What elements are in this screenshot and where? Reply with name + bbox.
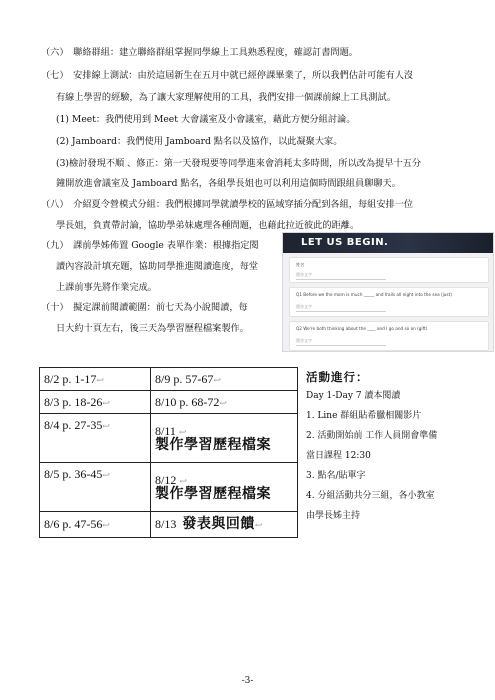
form-banner-text: LET US BEGIN. (301, 237, 389, 248)
section-9-line-3: 上課前事先將作業完成。 (56, 282, 158, 293)
form-card-q1 (289, 287, 489, 317)
section-9-line-2: 讀內容設計填充題，協助同學推進閱讀進度，每堂 (56, 261, 259, 272)
form-card-answer-line (296, 311, 386, 312)
google-form-screenshot (282, 232, 494, 352)
schedule-activity: 製作學習歷程檔案 (155, 486, 271, 502)
form-card-question: Q2 We're both thinking about the ____ and I go and so on (gift) (296, 326, 428, 331)
section-10-line-1: （十） 擬定課前閱讀範圍：前七天為小說閱讀，每 (41, 302, 248, 313)
activity-line: 由學長姊主持 (306, 511, 361, 521)
reading-schedule-table (39, 367, 298, 538)
form-card-name (289, 257, 489, 283)
activity-line: Day 1-Day 7 讀本閱讀 (306, 391, 401, 401)
schedule-cell: 8/3 p. 18-26↩ (40, 391, 151, 414)
form-card-q2 (289, 321, 489, 351)
schedule-cell: 8/13 發表與回饋↩ (151, 512, 298, 538)
schedule-cell: 8/10 p. 68-72↩ (151, 391, 298, 414)
section-8-line-2: 學長姐，負責帶討論，協助學弟妹處理各種問題，也藉此拉近彼此的距離。 (56, 220, 360, 231)
form-card-answer-line (296, 345, 386, 346)
activity-title: 活動進行： (306, 370, 369, 384)
form-banner (283, 233, 493, 253)
section-7-line-1: （七） 安排線上測試：由於這屆新生在五月中就已經停課畢業了，所以我們估計可能有人沒 (41, 70, 414, 81)
form-card-answer: 簡答文字 (296, 304, 312, 309)
schedule-cell: 8/6 p. 47-56↩ (40, 512, 151, 538)
form-card-question: 姓名 (296, 262, 305, 267)
table-row (40, 368, 298, 391)
section-7-line-2: 有線上學習的經驗，為了讓大家理解使用的工具，我們安排一個課前線上工具測試。 (56, 92, 396, 103)
form-card-question: Q1 Before we the morn is much _____ and frails all night into the sea (just) (296, 292, 452, 297)
schedule-cell: 8/2 p. 1-17↩ (40, 368, 151, 391)
schedule-cell: 8/12 ↩ 製作學習歷程檔案 (151, 463, 298, 512)
schedule-activity: 製作學習歷程檔案 (155, 437, 271, 453)
table-row (40, 512, 298, 538)
page-number: -3- (241, 676, 254, 686)
section-9-line-1: （九） 課前學姊佈置 Google 表單作業：根據指定閱 (41, 240, 259, 251)
section-6: （六） 聯絡群組：建立聯絡群組掌握同學線上工具熟悉程度，確認訂書問題。 (41, 47, 358, 58)
schedule-cell: 8/11 ↩ 製作學習歷程檔案 (151, 414, 298, 463)
table-row (40, 463, 298, 512)
schedule-cell: 8/4 p. 27-35↩ (40, 414, 151, 463)
activity-line: 3. 點名/貼單字 (306, 471, 366, 481)
form-card-answer: 簡答文字 (296, 272, 312, 277)
table-row (40, 391, 298, 414)
form-card-answer-line (296, 279, 386, 280)
section-10-line-2: 日大約十頁左右，後三天為學習歷程檔案製作。 (56, 323, 249, 334)
schedule-cell: 8/5 p. 36-45↩ (40, 463, 151, 512)
section-7-review-line-2: 鐘開放進會議室及 Jamboard 點名，各組學長姐也可以利用這個時間跟組員聊聊天。 (56, 178, 401, 189)
activity-line: 2. 活動開始前 工作人員開會準備 (306, 431, 438, 441)
section-7-review-line-1: (3)檢討發現不順 、修正：第一天發現要等同學進來會消耗太多時間，所以改為提早十五分 (56, 158, 422, 169)
section-7-jamboard: (2) Jamboard：我們使用 Jamboard 點名以及協作，以此凝聚大家。 (56, 136, 343, 147)
activity-line: 1. Line 群組貼希臘相關影片 (306, 411, 422, 421)
table-row (40, 414, 298, 463)
form-card-answer: 簡答文字 (296, 338, 312, 343)
activity-line: 4. 分組活動共分三組，各小教室 (306, 491, 435, 501)
section-7-meet: (1) Meet：我們使用到 Meet 大會議室及小會議室，藉此方便分組討論。 (56, 114, 356, 125)
section-8-line-1: （八） 介紹夏令營模式分組：我們根據同學就讀學校的區域穿插分配到各組，每組安排一位 (41, 199, 414, 210)
schedule-cell: 8/9 p. 57-67↩ (151, 368, 298, 391)
activity-line: 當日課程 12:30 (306, 451, 371, 461)
